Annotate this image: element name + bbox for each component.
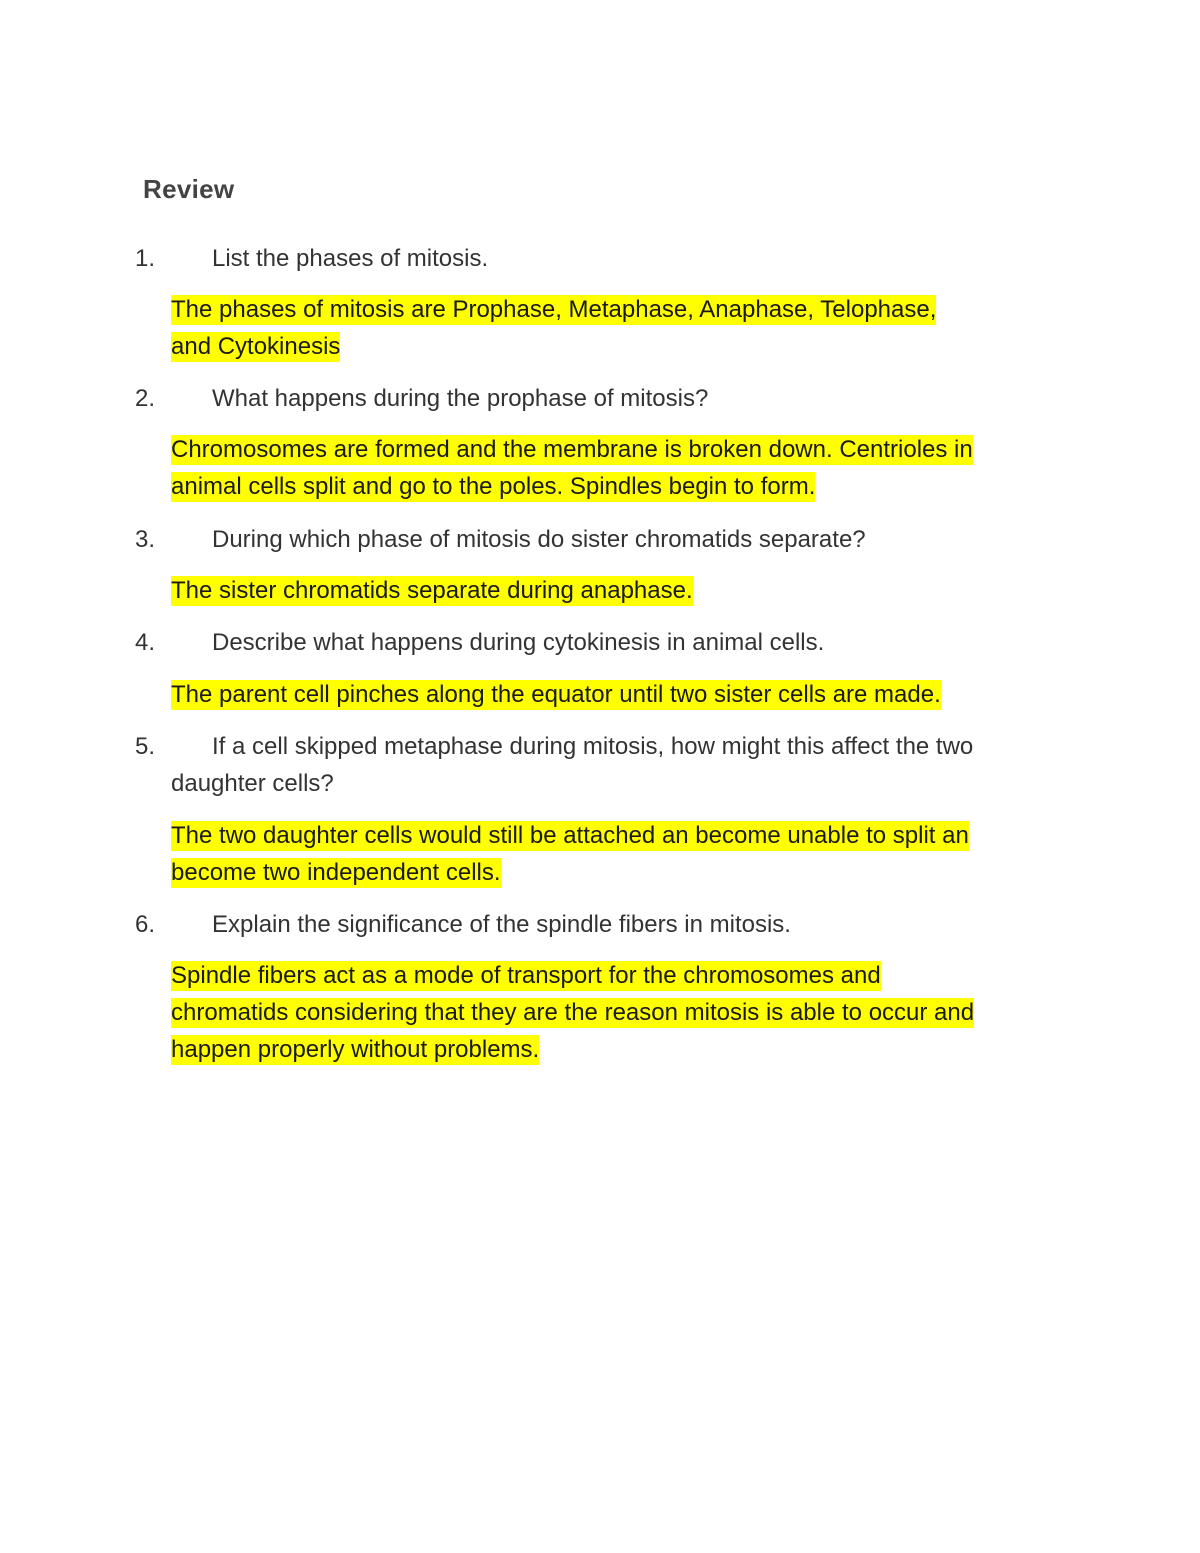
question-text: What happens during the prophase of mitosis? [212, 385, 709, 412]
answer-5 [171, 817, 1071, 891]
answer-line: The parent cell pinches along the equator until two sister cells are made. [171, 681, 941, 708]
question-number: 3. [135, 526, 156, 553]
question-6 [135, 906, 1075, 943]
question-text: List the phases of mitosis. [212, 245, 489, 272]
question-3 [135, 521, 1075, 558]
answer-2 [171, 431, 1071, 505]
question-number: 5. [135, 733, 156, 760]
question-text: If a cell skipped metaphase during mitosis, how might this affect the two [212, 733, 974, 760]
question-text: Describe what happens during cytokinesis in animal cells. [212, 629, 825, 656]
question-1 [135, 240, 1075, 277]
question-4 [135, 624, 1075, 661]
answer-line: animal cells split and go to the poles. Spindles begin to form. [171, 473, 816, 500]
answer-line: Spindle fibers act as a mode of transport for the chromosomes and [171, 962, 881, 989]
question-number: 4. [135, 629, 156, 656]
question-text: Explain the significance of the spindle fibers in mitosis. [212, 911, 791, 938]
answer-line: Chromosomes are formed and the membrane is broken down. Centrioles in [171, 436, 973, 463]
answer-3 [171, 572, 1071, 609]
question-number: 2. [135, 385, 156, 412]
answer-line: and Cytokinesis [171, 333, 341, 360]
question-number: 6. [135, 911, 156, 938]
question-5 [135, 728, 1075, 802]
answer-line: happen properly without problems. [171, 1036, 540, 1063]
answer-line: The sister chromatids separate during anaphase. [171, 577, 693, 604]
page-title: Review [143, 174, 235, 204]
answer-line: chromatids considering that they are the reason mitosis is able to occur and [171, 999, 975, 1026]
question-text-continued: daughter cells? [171, 770, 334, 797]
answer-6 [171, 957, 1071, 1068]
answer-line: The two daughter cells would still be attached an become unable to split an [171, 822, 969, 849]
answer-line: The phases of mitosis are Prophase, Metaphase, Anaphase, Telophase, [171, 296, 937, 323]
question-text: During which phase of mitosis do sister chromatids separate? [212, 526, 866, 553]
answer-line: become two independent cells. [171, 859, 501, 886]
answer-4 [171, 676, 1071, 713]
question-2 [135, 380, 1075, 417]
question-number: 1. [135, 245, 156, 272]
answer-1 [171, 291, 1071, 365]
